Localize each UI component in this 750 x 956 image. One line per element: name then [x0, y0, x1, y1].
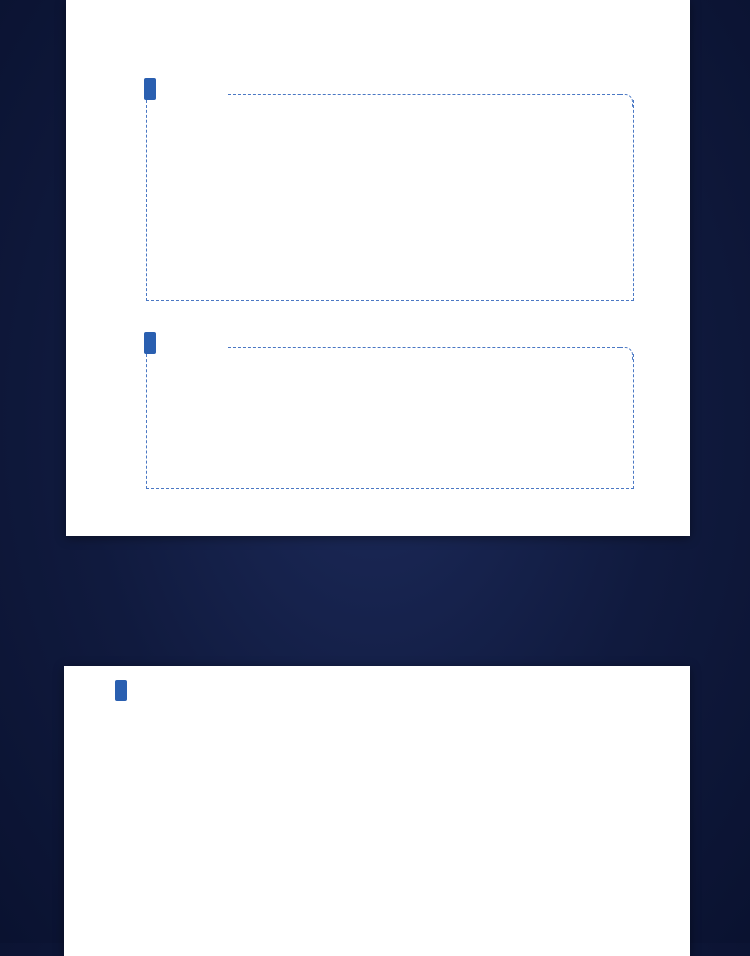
analysis-title	[115, 680, 127, 701]
core-vocab-box	[146, 100, 634, 301]
ext-vocab-box	[146, 354, 634, 489]
core-vocab-border-top	[228, 94, 620, 95]
analysis-card	[64, 666, 690, 956]
ext-vocab-title	[144, 332, 156, 354]
core-vocab-title	[144, 78, 156, 100]
ext-vocab-border-top	[228, 347, 620, 348]
